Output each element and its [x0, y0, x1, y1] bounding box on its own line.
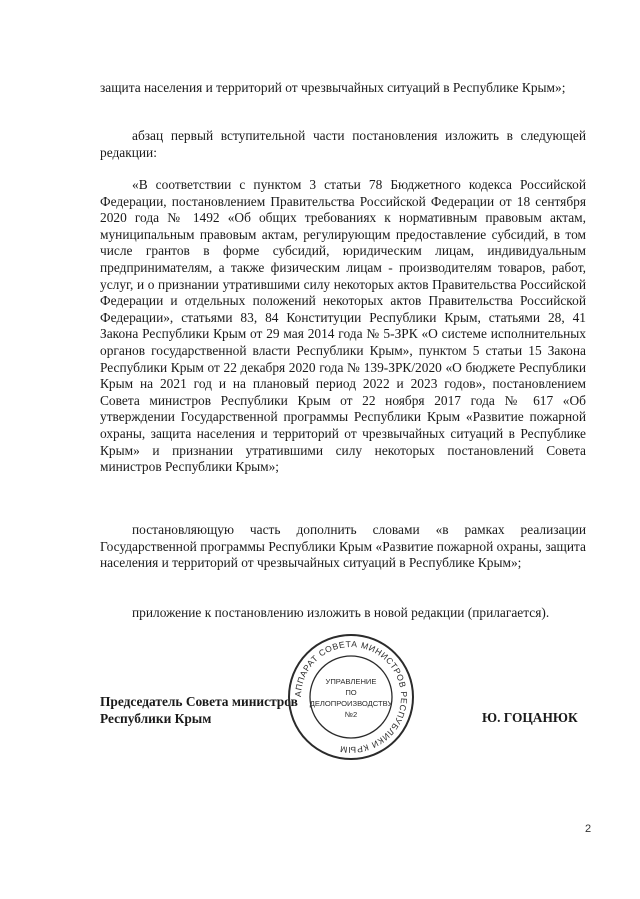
- signatory-position-line1: Председатель Совета министров: [100, 694, 298, 709]
- paragraph-amendment-intro: абзац первый вступительной части постановления изложить в следующей редакции:: [100, 128, 586, 160]
- stamp-line-2: ПО: [345, 688, 357, 697]
- stamp-line-1: УПРАВЛЕНИЕ: [325, 677, 377, 686]
- page-number: 2: [585, 823, 592, 835]
- stamp-line-3: ДЕЛОПРОИЗВОДСТВУ: [309, 699, 393, 708]
- signatory-position-line2: Республики Крым: [100, 711, 212, 726]
- stamp-line-4: №2: [344, 710, 358, 719]
- paragraph-operative-addition: постановляющую часть дополнить словами «в рамках реализации Государственной программы Республики Крым «Развитие пожарной охраны, защита населения и территорий от чрезвычайных ситуаций в Республике Крым»;: [100, 522, 586, 571]
- paragraph-continuation: защита населения и территорий от чрезвычайных ситуаций в Республике Крым»;: [100, 80, 566, 95]
- signatory-position: [100, 693, 298, 727]
- paragraph-quoted-preamble: «В соответствии с пунктом 3 статьи 78 Бюджетного кодекса Российской Федерации, постановлением Правительства Российской Федерации от 18 сентября 2020 года № 1492 «Об общих требованиях к нормативным правовым актам, муниципальным правовым актам, регулирующим предоставление субсидий, в том числе грантов в форме субсидий, юридическим лицам, индивидуальным предпринимателям, а также физическим лицам - производителям товаров, работ, услуг, и о признании утратившими силу некоторых актов Правительства Российской Федерации и отдельных положений некоторых актов Правительства Российской Федерации», статьями 83, 84 Конституции Республики Крым, статьями 28, 41 Закона Республики Крым от 29 мая 2014 года № 5-ЗРК «О системе исполнительных органов государственной власти Республики Крым», пунктом 5 статьи 15 Закона Республики Крым от 22 декабря 2020 года № 139-ЗРК/2020 «О бюджете Республики Крым на 2021 год и на плановый период 2022 и 2023 годов», постановлением Совета министров Республики Крым от 22 ноября 2017 года № 617 «Об утверждении Государственной программы Республики Крым «Развитие пожарной охраны, защита населения и территорий от чрезвычайных ситуаций в Республике Крым» и признании утратившими силу некоторых постановлений Совета министров Республики Крым»;: [100, 177, 586, 475]
- official-stamp: [286, 632, 416, 762]
- signatory-name: Ю. ГОЦАНЮК: [482, 710, 578, 725]
- stamp-ring-text: АППАРАТ СОВЕТА МИНИСТРОВ РЕСПУБЛИКИ КРЫМ: [292, 638, 410, 756]
- paragraph-appendix: приложение к постановлению изложить в новой редакции (прилагается).: [132, 605, 550, 620]
